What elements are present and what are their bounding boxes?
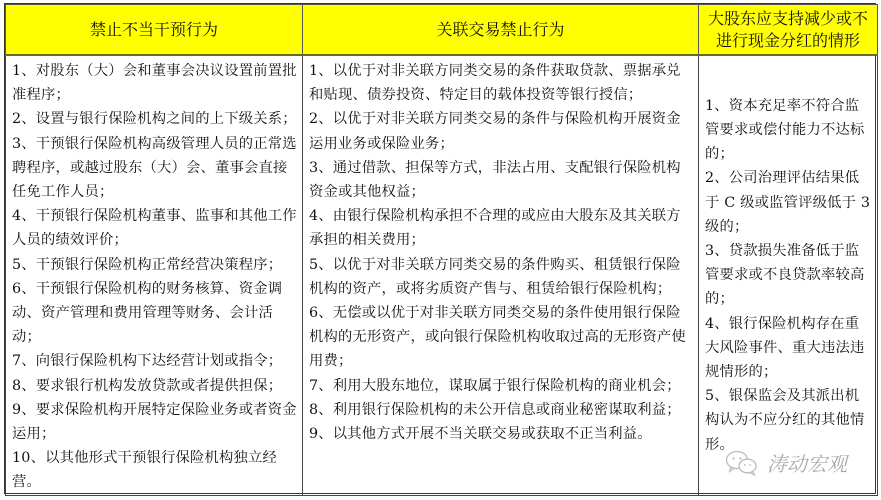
list-item: 8、要求银行机构发放贷款或者提供担保； [12, 377, 283, 394]
header-row [6, 5, 878, 56]
header-related-transactions: 关联交易禁止行为 [303, 5, 699, 56]
header-improper-intervention: 禁止不当干预行为 [6, 5, 303, 56]
watermark [725, 448, 847, 477]
list-item: 4、银行保险机构存在重大风险事件、重大违法违规情形的； [705, 315, 865, 381]
list-item: 1、资本充足率不符合监管要求或偿付能力不达标的； [705, 97, 865, 163]
regulation-table [5, 4, 878, 496]
list-item: 2、设置与银行保险机构之间的上下级关系； [12, 111, 297, 128]
list-item: 4、干预银行保险机构董事、监事和其他工作人员的绩效评价； [12, 208, 297, 249]
list-item: 2、公司治理评估结果低于 C 级或监管评级低于 3 级的； [705, 170, 871, 235]
cell-related-transactions [303, 55, 699, 495]
list-item: 5、以优于对非关联方同类交易的条件购买、租赁银行保险机构的资产，或将劣质资产售与、租赁给银行保险机构； [309, 256, 681, 297]
regulation-table-container [4, 3, 876, 494]
list-item: 1、以优于对非关联方同类交易的条件获取贷款、票据承兑和贴现、债券投资、特定目的载体投资等银行授信； [309, 63, 681, 104]
header-dividend-reduction: 大股东应支持减少或不进行现金分红的情形 [699, 5, 878, 56]
list-item: 8、利用银行保险机构的未公开信息或商业秘密谋取利益； [309, 401, 681, 418]
list-item: 9、要求保险机构开展特定保险业务或者资金运用； [12, 401, 297, 443]
list-item: 3、干预银行保险机构高级管理人员的正常选聘程序，或越过股东（大）会、董事会直接任免工作人员； [12, 135, 297, 201]
wechat-icon [725, 450, 759, 476]
list-item: 6、无偿或以优于对非关联方同类交易的条件使用银行保险机构的无形资产，或向银行保险机构收取过高的无形资产使用费； [309, 305, 686, 370]
cell-improper-intervention [6, 55, 303, 495]
list-item: 5、干预银行保险机构正常经营决策程序； [12, 256, 283, 273]
list-item: 6、干预银行保险机构的财务核算、资金调动、资产管理和费用管理等财务、会计活动； [12, 280, 283, 346]
content-row [6, 55, 878, 495]
list-item: 3、通过借款、担保等方式，非法占用、支配银行保险机构资金或其他权益； [309, 159, 681, 201]
list-item: 10、以其他形式干预银行保险机构独立经营。 [12, 450, 278, 491]
list-item: 4、由银行保险机构承担不合理的或应由大股东及其关联方承担的相关费用； [309, 208, 681, 249]
cell-dividend-reduction [699, 55, 878, 495]
list-item: 5、银保监会及其派出机构认为不应分红的其他情形。 [705, 388, 865, 453]
list-item: 3、贷款损失准备低于监管要求或不良贷款率较高的； [705, 243, 865, 308]
list-item: 2、以优于对非关联方同类交易的条件与保险机构开展资金运用业务或保险业务； [309, 111, 681, 152]
list-item: 1、对股东（大）会和董事会决议设置前置批准程序； [12, 63, 297, 104]
list-item: 7、利用大股东地位，谋取属于银行保险机构的商业机会； [309, 377, 681, 394]
watermark-text: 涛动宏观 [767, 452, 847, 476]
list-item: 9、以其他方式开展不当关联交易或获取不正当利益。 [309, 426, 652, 443]
list-item: 7、向银行保险机构下达经营计划或指令； [12, 353, 283, 370]
